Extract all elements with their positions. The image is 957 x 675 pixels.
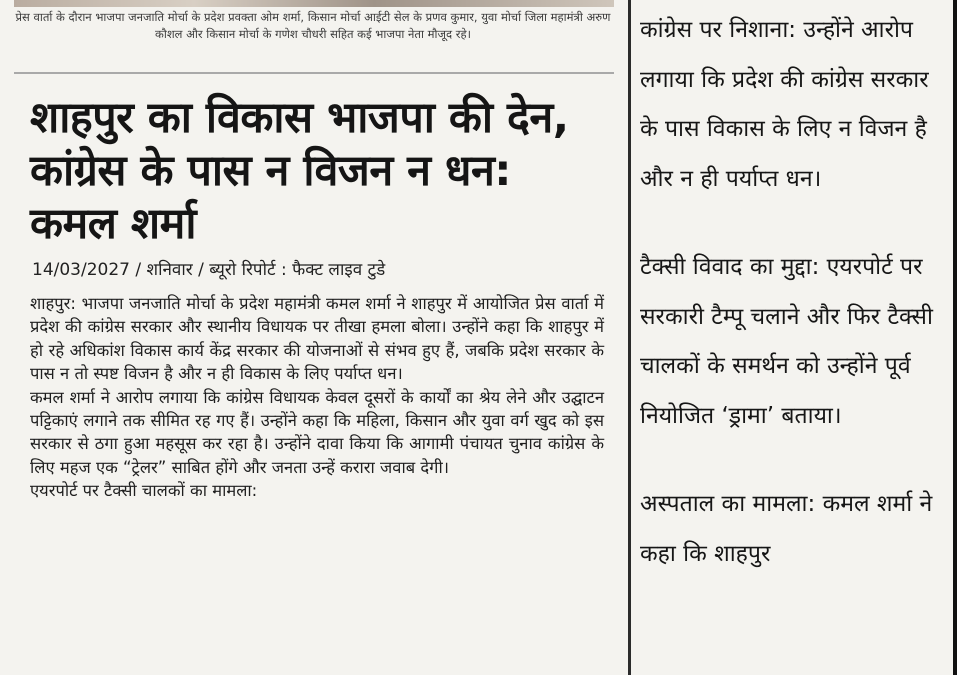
highlight-point: कांग्रेस पर निशाना: उन्होंने आरोप लगाया कि प्रदेश की कांग्रेस सरकार के पास विकास के लिए न विजन है और न ही पर्याप्त धन।	[640, 17, 929, 192]
article-dateline: 14/03/2027 / शनिवार / ब्यूरो रिपोर्ट : फैक्ट लाइव टुडे	[32, 260, 386, 280]
caption-divider	[14, 72, 614, 74]
photo-caption: प्रेस वार्ता के दौरान भाजपा जनजाति मोर्चा के प्रदेश प्रवक्ता ओम शर्मा, किसान मोर्चा आईटी सेल के प्रणव कुमार, युवा मोर्चा जिला महामंत्री अरुण कौशल और किसान मोर्चा के गणेश चौधरी सहित कई भाजपा नेता मौजूद रहे।	[15, 10, 611, 41]
article-paragraph: कमल शर्मा ने आरोप लगाया कि कांग्रेस विधायक केवल दूसरों के कार्यों का श्रेय लेने और उद्घाटन पट्टिकाएं लगाने तक सीमित रह गए हैं। उन्होंने कहा कि महिला, किसान और युवा वर्ग खुद को इस सरकार से ठगा हुआ महसूस कर रहा है। उन्होंने दावा किया कि आगामी पंचायत चुनाव कांग्रेस के लिए महज एक “ट्रेलर” साबित होंगे और जनता उन्हें करारा जवाब देगी।	[30, 387, 604, 477]
highlight-point: टैक्सी विवाद का मुद्दा: एयरपोर्ट पर सरकारी टैम्पू चलाने और फिर टैक्सी चालकों के समर्थन को उन्होंने पूर्व नियोजित ‘ड्रामा’ बताया।	[640, 254, 933, 429]
article-subheading: एयरपोर्ट पर टैक्सी चालकों का मामला:	[30, 481, 258, 501]
article-headline: शाहपुर का विकास भाजपा की देन, कांग्रेस के पास न विजन न धन: कमल शर्मा	[30, 93, 569, 249]
article-body	[30, 292, 604, 503]
article-paragraph: शाहपुर: भाजपा जनजाति मोर्चा के प्रदेश महामंत्री कमल शर्मा ने शाहपुर में आयोजित प्रेस वार्ता में प्रदेश की कांग्रेस सरकार और स्थानीय विधायक पर तीखा हमला बोला। उन्होंने कहा कि शाहपुर में हो रहे अधिकांश विकास कार्य केंद्र सरकार की योजनाओं से संभव हुए हैं, जबकि प्रदेश सरकार के पास न तो स्पष्ट विजन है और न ही विकास के लिए पर्याप्त धन।	[30, 294, 604, 384]
page-edge	[953, 0, 957, 675]
highlights-sidebar	[640, 6, 952, 618]
news-photo-edge	[14, 0, 614, 7]
column-divider	[628, 0, 631, 675]
highlight-point: अस्पताल का मामला: कमल शर्मा ने कहा कि शाहपुर	[640, 491, 933, 567]
